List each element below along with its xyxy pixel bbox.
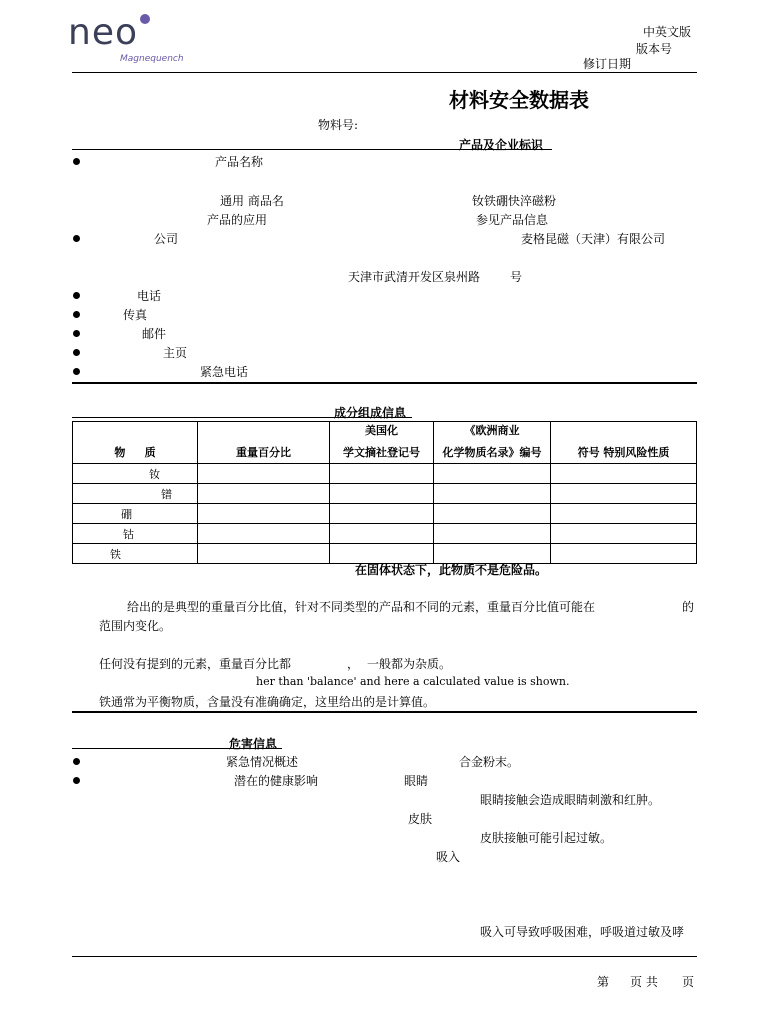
composition-table xyxy=(72,421,697,564)
eyes-label: 眼睛 xyxy=(404,774,429,788)
section3-underline xyxy=(72,748,282,749)
skin-value: 皮肤接触可能引起过敏。 xyxy=(480,831,613,845)
homepage-label: 主页 xyxy=(163,346,188,360)
header-divider xyxy=(72,72,697,73)
section1-divider xyxy=(72,382,697,384)
section3-heading: 危害信息 xyxy=(229,737,278,751)
composition-table-header xyxy=(73,422,697,464)
bullet-dot xyxy=(73,330,80,337)
col-risk-symbol: 符号 特别风险性质 xyxy=(551,422,697,464)
balance-note-english: her than 'balance' and here a calculated value is shown. xyxy=(256,675,570,688)
revision-date-label: 修订日期 xyxy=(583,57,632,71)
section1-underline xyxy=(72,149,552,150)
phone-label: 电话 xyxy=(137,289,162,303)
page-number-c: 页 xyxy=(682,975,695,989)
bullet-dot xyxy=(73,292,80,299)
logo-wordmark: neo xyxy=(68,12,138,53)
element-cell: 钴 xyxy=(73,524,198,544)
product-name-label: 产品名称 xyxy=(215,155,264,169)
company-address-suffix: 号 xyxy=(510,270,523,284)
table-row xyxy=(73,484,697,504)
trade-name-value: 钕铁硼快淬磁粉 xyxy=(472,194,557,208)
bullet-dot xyxy=(73,758,80,765)
trade-name-label: 通用 商品名 xyxy=(220,194,284,208)
version-label: 中英文版 xyxy=(643,25,692,39)
material-number-label: 物料号: xyxy=(318,118,359,132)
table-row xyxy=(73,524,697,544)
page-number-a: 第 xyxy=(597,975,610,989)
table-row xyxy=(73,504,697,524)
weight-percent-paragraph-tail: 的 xyxy=(682,600,695,614)
bullet-dot xyxy=(73,158,80,165)
logo-subtitle: Magnequench xyxy=(120,54,184,64)
bullet-dot xyxy=(73,777,80,784)
element-cell: 铁 xyxy=(73,544,198,564)
fax-label: 传真 xyxy=(123,308,148,322)
section2-underline xyxy=(72,417,412,418)
col-einecs-number: 《欧洲商业 化学物质名录》编号 xyxy=(434,422,551,464)
element-cell: 镨 xyxy=(73,484,198,504)
health-effects-label: 潜在的健康影响 xyxy=(234,774,319,788)
balance-note-chinese: 铁通常为平衡物质，含量没有准确确定，这里给出的是计算值。 xyxy=(99,695,436,709)
section2-divider xyxy=(72,711,697,713)
emergency-overview-label: 紧急情况概述 xyxy=(226,755,299,769)
bullet-dot xyxy=(73,235,80,242)
col-cas-number: 美国化 学文摘社登记号 xyxy=(330,422,434,464)
company-label: 公司 xyxy=(154,232,179,246)
bullet-dot xyxy=(73,368,80,375)
weight-percent-paragraph-line1: 给出的是典型的重量百分比值，针对不同类型的产品和不同的元素，重量百分比值可能在 xyxy=(127,600,596,614)
col-substance: 物 质 xyxy=(73,422,198,464)
element-cell: 钕 xyxy=(73,464,198,484)
application-value: 参见产品信息 xyxy=(476,213,549,227)
page-number-b: 页 共 xyxy=(630,975,658,989)
impurity-paragraph-a: 任何没有提到的元素，重量百分比都 xyxy=(99,657,292,671)
application-label: 产品的应用 xyxy=(207,213,268,227)
impurity-paragraph-c: 一般都为杂质。 xyxy=(367,657,452,671)
company-logo xyxy=(68,12,184,64)
bullet-dot xyxy=(73,311,80,318)
element-cell: 硼 xyxy=(73,504,198,524)
weight-percent-paragraph-line2: 范围内变化。 xyxy=(99,619,172,633)
document-title: 材料安全数据表 xyxy=(449,88,589,112)
emergency-overview-value: 合金粉末。 xyxy=(459,755,520,769)
hazard-note: 在固体状态下，此物质不是危险品。 xyxy=(355,563,548,577)
edition-label: 版本号 xyxy=(636,42,673,56)
table-row xyxy=(73,464,697,484)
section1-heading: 产品及企业标识 xyxy=(459,138,544,152)
inhalation-value: 吸入可导致呼吸困难，呼吸道过敏及哮 xyxy=(480,925,685,939)
logo-dots-icon xyxy=(138,12,152,26)
section2-heading: 成分组成信息 xyxy=(334,406,407,420)
company-address: 天津市武清开发区泉州路 xyxy=(348,270,481,284)
eyes-value: 眼睛接触会造成眼睛刺激和红肿。 xyxy=(480,793,661,807)
skin-label: 皮肤 xyxy=(408,812,433,826)
emergency-phone-label: 紧急电话 xyxy=(200,365,249,379)
mail-label: 邮件 xyxy=(142,327,167,341)
impurity-paragraph-b: ， xyxy=(347,657,360,671)
col-weight-percent: 重量百分比 xyxy=(198,422,330,464)
bullet-dot xyxy=(73,349,80,356)
company-value: 麦格昆磁（天津）有限公司 xyxy=(521,232,666,246)
footer-divider xyxy=(72,956,697,957)
inhalation-label: 吸入 xyxy=(436,850,461,864)
